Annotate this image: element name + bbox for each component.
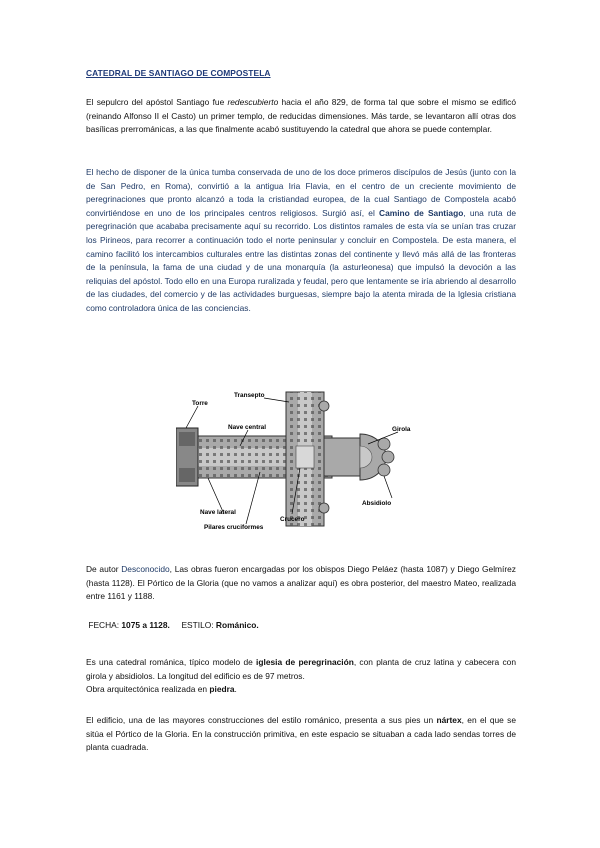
paragraph-autor: De autor Desconocido, Las obras fueron encargadas por los obispos Diego Peláez (hasta 1087) y Diego Gelmírez (hasta 1128). El Pórtico de la Gloria (que no vamos a analizar aquí) es obra posterior, del maestro Mateo, realizada entre 1161 y 1188. <box>86 564 516 602</box>
paragraph-fecha-estilo: FECHA: 1075 a 1128. ESTILO: Románico. <box>88 620 259 630</box>
label-nave-central: Nave central <box>228 424 267 431</box>
label-crucero: Crucero <box>280 516 305 523</box>
paragraph-camino: El hecho de disponer de la única tumba conservada de uno de los doce primeros discípulos de Jesús (junto con la de San Pedro, en Roma), convirtió a la antigua Iria Flavia, en el centro de un creciente movimiento de peregrinaciones que pronto alcanzó a toda la cristiandad europea, de la cual Santiago de Compostela acabó convirtiéndose en uno de los principales centros religiosos. Surgió así, el Camino de Santiago, una ruta de peregrinación que acababa precisamente aquí su recorrido. Los distintos ramales de esta vía se unían tras cruzar los Pirineos, para recorrer a continuación todo el norte peninsular y concluir en Compostela. De esta manera, el camino facilitó los intercambios culturales entre las distintas zonas del continente y llevó más allá de las fronteras de la península, la fama de una ciudad y de una monarquía (la asturleonesa) que impulsó la devoción a las reliquias del apóstol. Todo ello en una Europa ruralizada y feudal, pero que lentamente se iría abriendo al desarrollo de las ciudades, del comercio y de las actividades burguesas, siempre bajo la atenta mirada de la Iglesia cristiana como controladora única de las conciencias. <box>86 167 517 313</box>
paragraph-history: El sepulcro del apóstol Santiago fue redescubierto hacia el año 829, de forma tal que sobre el mismo se edificó (reinando Alfonso II el Casto) un primer templo, de reducidas dimensiones. Más tarde, se levantaron allí otras dos basílicas prerrománicas, a las que finalmente acabó sustituyendo la catedral que ahora se puede contemplar. <box>86 97 516 135</box>
label-absidiolo: Absidiolo <box>362 500 392 507</box>
label-torre: Torre <box>192 400 208 407</box>
document-title: CATEDRAL DE SANTIAGO DE COMPOSTELA <box>86 68 271 78</box>
paragraph-tipologia: Es una catedral románica, típico modelo de iglesia de peregrinación, con planta de cruz latina y cabecera con girola y absidiolos. La longitud del edificio es de 97 metros. Obra arquitectónica realizada en piedra. <box>86 657 516 695</box>
label-transepto: Transepto <box>234 392 265 399</box>
absidiolo <box>378 438 390 450</box>
label-nave-lateral: Nave lateral <box>200 509 236 516</box>
paragraph-nartex: El edificio, una de las mayores construcciones del estilo románico, presenta a sus pies un nártex, en el que se sitúa el Pórtico de la Gloria. En la construcción primitiva, en este espacio se situaban a cada lado sendas torres de planta cuadrada. <box>86 715 516 753</box>
choir <box>324 438 360 476</box>
label-girola: Girola <box>392 426 411 433</box>
cathedral-floor-plan <box>176 388 418 530</box>
label-pilares: Pilares cruciformes <box>204 524 264 530</box>
